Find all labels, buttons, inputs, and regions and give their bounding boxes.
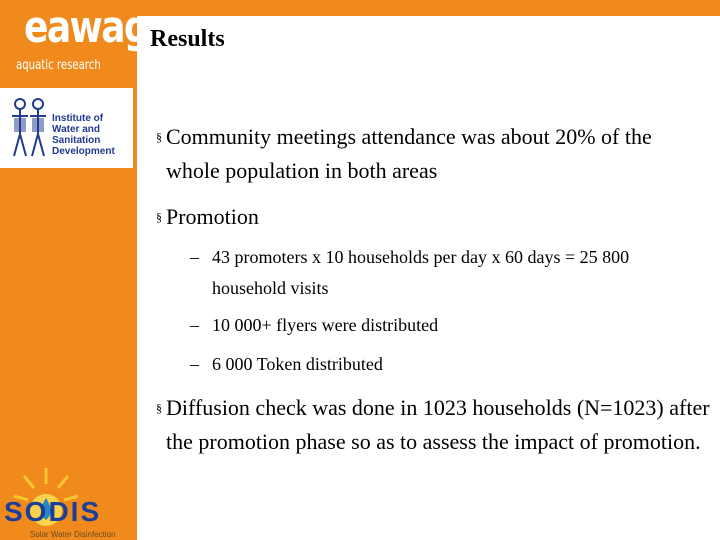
eawag-wordmark: eawag [24, 2, 149, 53]
dash-marker: – [190, 247, 199, 267]
iwsd-logo [0, 88, 133, 168]
slide-title: Results [150, 26, 225, 52]
sub-bullet-item [190, 349, 690, 380]
sub-bullet-text: 43 promoters x 10 households per day x 60 days = 25 800 household visits [212, 247, 630, 298]
bullet-text: Diffusion check was done in 1023 households (N=1023) after the promotion phase so as to assess the impact of promotion. [166, 395, 710, 454]
bullet-item [150, 200, 710, 234]
sodis-subtitle: Solar Water Disinfection [30, 530, 116, 539]
top-accent-bar [137, 0, 720, 16]
iwsd-line: Development [52, 146, 115, 157]
iwsd-figures-icon [8, 96, 50, 160]
bullet-marker: § [156, 210, 162, 224]
iwsd-line: Water and [52, 124, 100, 135]
sodis-logo [0, 462, 137, 540]
sub-bullet-item [190, 242, 630, 304]
bullet-item [150, 391, 710, 459]
sub-bullet-text: 10 000+ flyers were distributed [212, 315, 439, 335]
bullet-text: Promotion [166, 204, 259, 229]
bullet-item [150, 120, 710, 188]
iwsd-line: Sanitation [52, 135, 101, 146]
eawag-logo [14, 2, 149, 82]
sub-bullet-text: 6 000 Token distributed [212, 354, 383, 374]
sub-bullet-item [190, 310, 690, 341]
iwsd-name [52, 113, 115, 157]
dash-marker: – [190, 354, 199, 374]
bullet-marker: § [156, 401, 162, 415]
bullet-marker: § [156, 130, 162, 144]
sodis-wordmark: SODIS [4, 496, 102, 527]
iwsd-line: Institute of [52, 113, 104, 124]
eawag-subtitle: aquatic research [16, 58, 101, 73]
bullet-text: Community meetings attendance was about 20% of the whole population in both areas [166, 124, 652, 183]
dash-marker: – [190, 315, 199, 335]
